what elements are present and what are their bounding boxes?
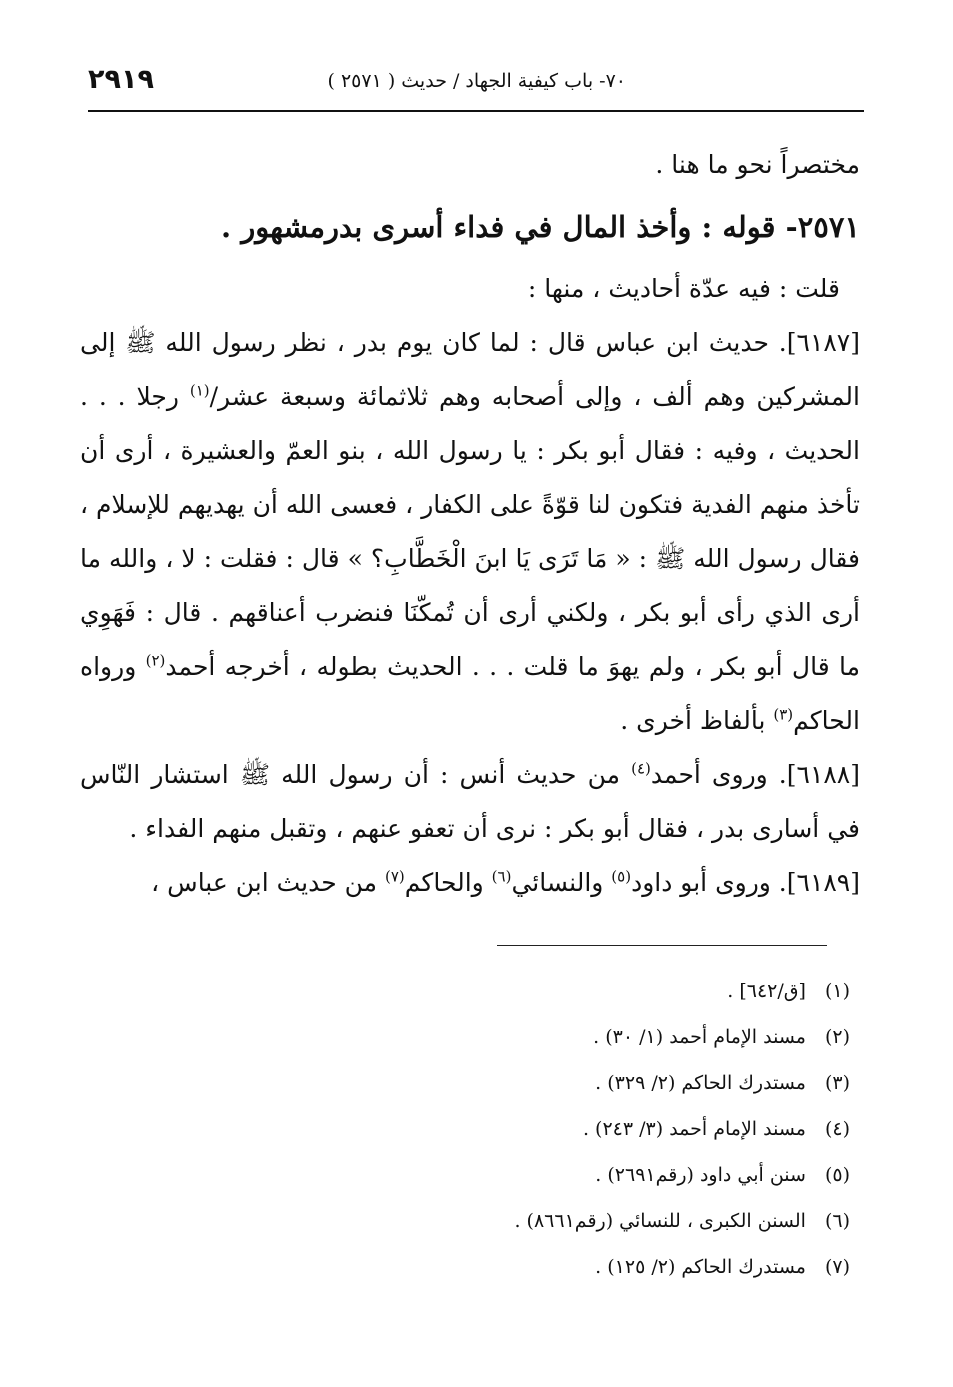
continuation-line: مختصراً نحو ما هنا . — [655, 150, 860, 179]
footnote-text: السنن الكبرى ، للنسائي (رقم٨٦٦١) . — [514, 1210, 806, 1232]
page-number: ٢٩١٩ — [88, 64, 154, 95]
footnote-ref: (٧) — [385, 867, 405, 886]
footnote-number: (٥) — [824, 1164, 850, 1186]
footnote-ref: (٤) — [631, 759, 651, 778]
text-run: [٦١٨٨]. وروى أحمد — [650, 760, 860, 789]
header-rule — [88, 110, 864, 112]
footnote-ref: (٦) — [491, 867, 512, 886]
paragraph-hadith-6187 — [80, 316, 860, 748]
footnote-number: (٦) — [824, 1210, 850, 1232]
footnote-text: مسند الإمام أحمد (١/ ٣٠) . — [593, 1026, 806, 1048]
footnote-text: [ق/٦٤٢] . — [727, 980, 806, 1002]
text-run: من حديث ابن عباس ، — [151, 868, 385, 897]
text-run: من حديث أنس : أن رسول الله ﷺ استشار النّاس في أسارى بدر ، فقال أبو بكر : نرى أن تعفو عنهم ، وتقبل منهم الفداء . — [80, 760, 860, 843]
text-run: رجلا . . . الحديث ، وفيه : فقال أبو بكر : يا رسول الله ، بنو العمّ والعشيرة ، أرى أن تأخذ منهم الفدية فتكون لنا قوّةً على الكفار ، فعسى الله أن يهديهم للإسلام ، فقال رسول الله ﷺ : « مَا تَرَى يَا ابنَ الْخَطَّابِ؟ » قال : فقلت : لا ، والله ما أرى الذي رأى أبو بكر ، ولكني أرى أن تُمكّنَا فنضرب أعناقهم . قال : فَهَوِي ما قال أبو بكر ، ولم يهوَ ما قلت . . . الحديث بطوله ، أخرجه أحمد — [80, 382, 860, 681]
running-header — [88, 62, 864, 110]
footnote-text: مستدرك الحاكم (٢/ ١٢٥) . — [595, 1256, 806, 1278]
footnote-number: (١) — [824, 980, 850, 1002]
footnote-number: (٢) — [824, 1026, 850, 1048]
text-run: والنسائي — [511, 868, 612, 897]
paragraph-hadith-6189 — [80, 856, 860, 910]
footnote-text: مسند الإمام أحمد (٣/ ٢٤٣) . — [582, 1118, 806, 1140]
footnote-text: سنن أبي داود (رقم٢٦٩١) . — [595, 1164, 806, 1186]
footnote-item — [150, 1198, 850, 1244]
footnote-item — [150, 1060, 850, 1106]
text-run: والحاكم — [404, 868, 492, 897]
main-text — [80, 138, 860, 910]
footnote-item — [150, 1244, 850, 1290]
footnote-number: (٤) — [824, 1118, 850, 1140]
footnote-item — [150, 968, 850, 1014]
footnote-ref: (٥) — [611, 867, 632, 886]
footnote-item — [150, 1152, 850, 1198]
paragraph-intro: قلت : فيه عدّة أحاديث ، منها : — [527, 274, 840, 303]
footnote-text: مستدرك الحاكم (٢/ ٣٢٩) . — [595, 1072, 806, 1094]
running-title: ٧٠- باب كيفية الجهاد / حديث ( ٢٥٧١ ) — [327, 70, 626, 92]
footnote-number: (٣) — [824, 1072, 850, 1094]
text-run: بألفاظ أخرى . — [620, 706, 774, 735]
footnote-item — [150, 1106, 850, 1152]
footnote-ref: (٣) — [773, 705, 794, 724]
footnotes-list — [150, 968, 850, 1290]
footnote-number: (٧) — [824, 1256, 850, 1278]
footnote-separator — [497, 945, 827, 946]
text-run: [٦١٨٧]. حديث ابن عباس قال : لما كان يوم بدر ، نظر رسول الله ﷺ إلى المشركين وهم ألف ، وإلى أصحابه وهم ثلاثمائة وسبعة عشر/ — [80, 328, 860, 411]
text-run: ورواه الحاكم — [80, 652, 860, 735]
paragraph-hadith-6188 — [80, 748, 860, 856]
text-run: [٦١٨٩]. وروى أبو داود — [631, 868, 860, 897]
footnote-item — [150, 1014, 850, 1060]
footnote-ref: (٢) — [145, 651, 166, 670]
section-heading: ٢٥٧١- قوله : وأخذ المال في فداء أسرى بدرمشهور . — [221, 210, 860, 244]
footnote-ref: (١) — [189, 381, 210, 400]
